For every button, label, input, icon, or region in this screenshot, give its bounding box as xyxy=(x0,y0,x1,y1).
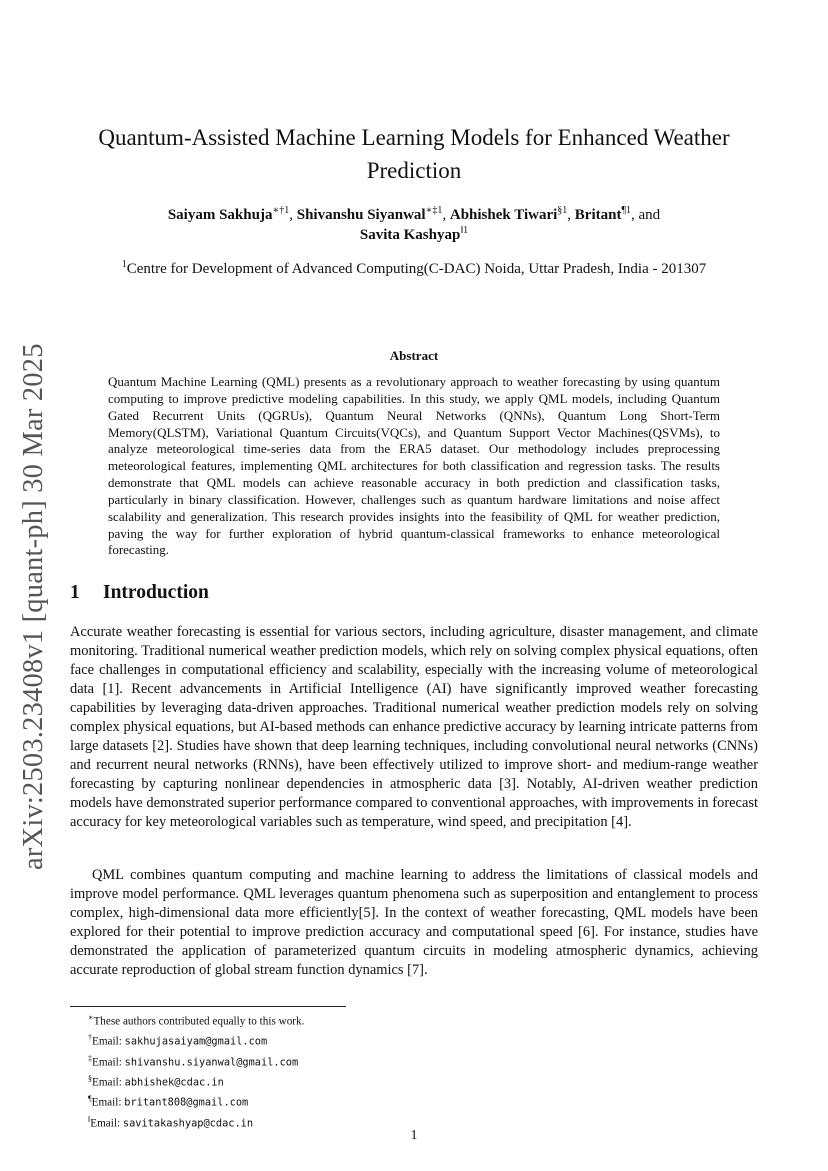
footnote-mark: ‖ xyxy=(88,1114,91,1124)
footnotes xyxy=(88,1010,304,1132)
footnote xyxy=(88,1030,304,1050)
author-marks: ∗‡1 xyxy=(425,205,443,216)
footnote-label: Email: xyxy=(92,1056,125,1069)
footnote-mark: ¶ xyxy=(88,1094,92,1104)
abstract-text: Quantum Machine Learning (QML) presents as a revolutionary approach to weather forecasting by using quantum computing to improve predictive modeling capabilities. In this study, we apply QML models, including Quantum Gated Recurrent Units (QGRUs), Quantum Neural Networks (QNNs), Quantum Long Short-Term Memory(QLSTM), Variational Quantum Circuits(VQCs), and Quantum Support Vector Machines(QSVMs), to analyze meteorological time-series data from the ERA5 dataset. Our methodology includes preprocessing meteorological features, implementing QML architectures for both classification and regression tasks. The results demonstrate that QML models can achieve reasonable accuracy in both prediction and classification tasks, particularly in binary classification. However, challenges such as quantum hardware limitations and noise affect scalability and generalization. This research provides insights into the feasibility of QML for weather prediction, paving the way for further exploration of hybrid quantum-classical frameworks to enhance meteorological forecasting. xyxy=(108,374,720,558)
footnote-text: These authors contributed equally to this work. xyxy=(93,1015,305,1028)
intro-paragraph-2: QML combines quantum computing and machine learning to address the limitations of classical models and improve model performance. QML leverages quantum phenomena such as superposition and entanglement to process complex, high-dimensional data more efficiently[5]. In the context of weather forecasting, QML models have been explored for their potential to improve prediction accuracy and computational speed [6]. For instance, studies have demonstrated the application of parameterized quantum circuits in modeling atmospheric dynamics, achieving accurate reproduction of global stream function dynamics [7]. xyxy=(70,867,758,978)
footnote xyxy=(88,1051,304,1071)
author-separator: , xyxy=(289,207,297,223)
footnote-email: savitakashyap@cdac.in xyxy=(122,1117,254,1130)
section-heading xyxy=(70,582,209,604)
author-marks: ‖1 xyxy=(460,225,469,236)
section-number: 1 xyxy=(70,582,80,603)
footnote-label: Email: xyxy=(90,1117,123,1130)
footnote xyxy=(88,1071,304,1091)
author-name: Britant xyxy=(574,207,622,223)
abstract-heading: Abstract xyxy=(389,348,439,363)
author-name: Abhishek Tiwari xyxy=(449,207,558,223)
author-list xyxy=(70,205,758,245)
affiliation-mark: 1 xyxy=(121,259,127,270)
author-entry xyxy=(575,207,660,223)
author-separator: , and xyxy=(630,207,661,223)
intro-paragraph-1: Accurate weather forecasting is essential for various sectors, including agriculture, disaster management, and climate monitoring. Traditional numerical weather prediction models, which rely on solving complex physical equations, often face challenges in computational efficiency and scalability, especially with the increasing volume of meteorological data [1]. Recent advancements in Artificial Intelligence (AI) have significantly improved weather forecasting capabilities by leveraging data-driven approaches. Traditional numerical weather prediction models rely on solving complex physical equations, but AI-based methods can enhance predictive accuracy by learning intricate patterns from large datasets [2]. Studies have shown that deep learning techniques, including convolutional neural networks (CNNs) and recurrent neural networks (RNNs), have been effectively utilized to improve short- and medium-range weather forecasting by capturing nonlinear dependencies in atmospheric data [3]. Notably, AI-driven weather prediction models have demonstrated superior performance compared to conventional approaches, with improvements in forecast accuracy for key meteorological variables such as temperature, wind speed, and precipitation [4]. xyxy=(70,624,758,830)
footnote-divider xyxy=(70,1006,346,1007)
footnote-email: shivanshu.siyanwal@gmail.com xyxy=(124,1056,299,1069)
author-marks: §1 xyxy=(557,205,568,216)
author-marks: ∗†1 xyxy=(272,205,290,216)
footnote-label: Email: xyxy=(91,1097,125,1110)
footnote-label: Email: xyxy=(92,1036,125,1049)
author-name: Saiyam Sakhuja xyxy=(167,207,273,223)
footnote-email: sakhujasaiyam@gmail.com xyxy=(124,1036,268,1049)
section-title: Introduction xyxy=(103,582,209,603)
author-entry xyxy=(168,207,297,223)
footnote-mark: § xyxy=(88,1073,92,1083)
affiliation-text: Centre for Development of Advanced Computing(C-DAC) Noida, Uttar Pradesh, India - 201307 xyxy=(126,261,707,277)
footnote-mark: ‡ xyxy=(88,1053,92,1063)
footnote-email: abhishek@cdac.in xyxy=(124,1076,224,1089)
footnote-label: Email: xyxy=(92,1076,125,1089)
author-name: Shivanshu Siyanwal xyxy=(296,207,426,223)
footnote xyxy=(88,1010,304,1030)
arxiv-identifier-stamp: arXiv:2503.23408v1 [quant-ph] 30 Mar 2025 xyxy=(18,343,49,870)
author-separator: , xyxy=(567,207,575,223)
footnote-mark: † xyxy=(88,1033,92,1043)
page-number: 1 xyxy=(410,1128,418,1143)
author-name: Savita Kashyap xyxy=(359,227,461,243)
footnote-mark: ∗ xyxy=(88,1013,94,1022)
paper-title: Quantum-Assisted Machine Learning Models for Enhanced Weather Prediction xyxy=(98,125,730,183)
author-entry xyxy=(297,207,450,223)
footnote-email: britant808@gmail.com xyxy=(124,1097,249,1110)
author-separator: , xyxy=(442,207,450,223)
affiliation xyxy=(70,259,758,279)
author-marks: ¶1 xyxy=(621,205,631,216)
author-entry xyxy=(360,227,468,243)
footnote xyxy=(88,1091,304,1111)
author-entry xyxy=(450,207,575,223)
